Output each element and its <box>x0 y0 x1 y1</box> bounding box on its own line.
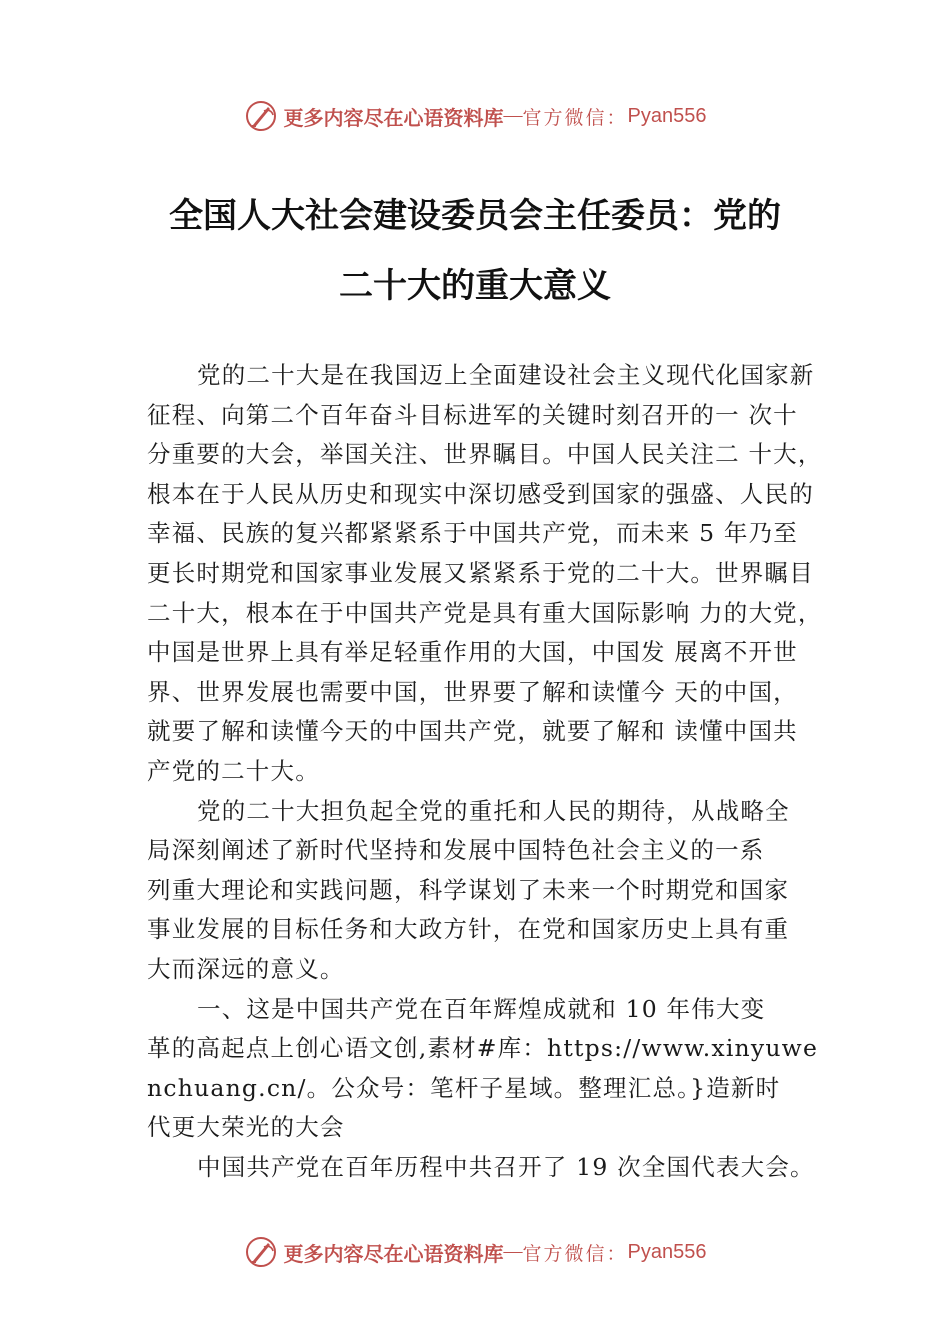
body-text-line: 革的高起点上创心语文创,素材#库：https://www.xinyuwe <box>147 1034 819 1063</box>
body-text-line: 二十大，根本在于中国共产党是具有重大国际影响 力的大党， <box>147 598 823 627</box>
footer-banner <box>0 1232 950 1272</box>
body-text-line: 更长时期党和国家事业发展又紧紧系于党的二十大。世界瞩目 <box>147 558 814 587</box>
body-text-line: 中国是世界上具有举足轻重作用的大国，中国发 展离不开世 <box>147 638 798 667</box>
banner-wechat-label: 官方微信： <box>522 1243 628 1265</box>
quill-pen-logo-icon <box>244 99 278 133</box>
body-text-line: 征程、向第二个百年奋斗目标进军的关键时刻召开的一 次十 <box>147 400 798 429</box>
banner-wechat-id: Pyan556 <box>627 104 707 127</box>
header-banner <box>0 96 950 136</box>
body-text-line: 党的二十大担负起全党的重托和人民的期待，从战略全 <box>197 796 790 825</box>
body-text-line: 代更大荣光的大会 <box>147 1113 345 1142</box>
body-text-line: 局深刻阐述了新时代坚持和发展中国特色社会主义的一系 <box>147 836 765 865</box>
body-text-line: nchuang.cn/。公众号：笔杆子星域。整理汇总。}造新时 <box>147 1073 781 1102</box>
banner-separator: — <box>503 1241 523 1262</box>
banner-main-text: 更多内容尽在心语资料库 <box>283 1243 504 1266</box>
document-body <box>147 356 837 1187</box>
banner-separator: — <box>503 105 523 126</box>
body-text-line: 大而深远的意义。 <box>147 954 345 983</box>
body-text-line: 根本在于人民从历史和现实中深切感受到国家的强盛、人民的 <box>147 479 814 508</box>
banner-wechat-id: Pyan556 <box>627 1240 707 1263</box>
body-text-line: 分重要的大会，举国关注、世界瞩目。中国人民关注二 十大， <box>147 440 823 469</box>
body-text-line: 列重大理论和实践问题，科学谋划了未来一个时期党和国家 <box>147 875 790 904</box>
body-text-line: 界、世界发展也需要中国，世界要了解和读懂今 天的中国， <box>147 677 798 706</box>
document-title-line-1: 全国人大社会建设委员会主任委员：党的 <box>169 196 781 236</box>
body-text-line: 就要了解和读懂今天的中国共产党，就要了解和 读懂中国共 <box>147 717 798 746</box>
banner-main-text: 更多内容尽在心语资料库 <box>283 107 504 130</box>
document-title-line-2: 二十大的重大意义 <box>339 266 611 306</box>
body-text-line: 一、这是中国共产党在百年辉煌成就和 10 年伟大变 <box>197 994 766 1023</box>
body-text-line: 幸福、民族的复兴都紧紧系于中国共产党，而未来 5 年乃至 <box>147 519 798 548</box>
quill-pen-logo-icon <box>244 1235 278 1269</box>
body-text-line: 党的二十大是在我国迈上全面建设社会主义现代化国家新 <box>197 361 815 389</box>
body-text-line: 中国共产党在百年历程中共召开了 19 次全国代表大会。 <box>197 1152 815 1181</box>
banner-wechat-label: 官方微信： <box>522 107 628 129</box>
body-text-line: 事业发展的目标任务和大政方针，在党和国家历史上具有重 <box>147 915 790 944</box>
body-text-line: 产党的二十大。 <box>147 756 320 785</box>
